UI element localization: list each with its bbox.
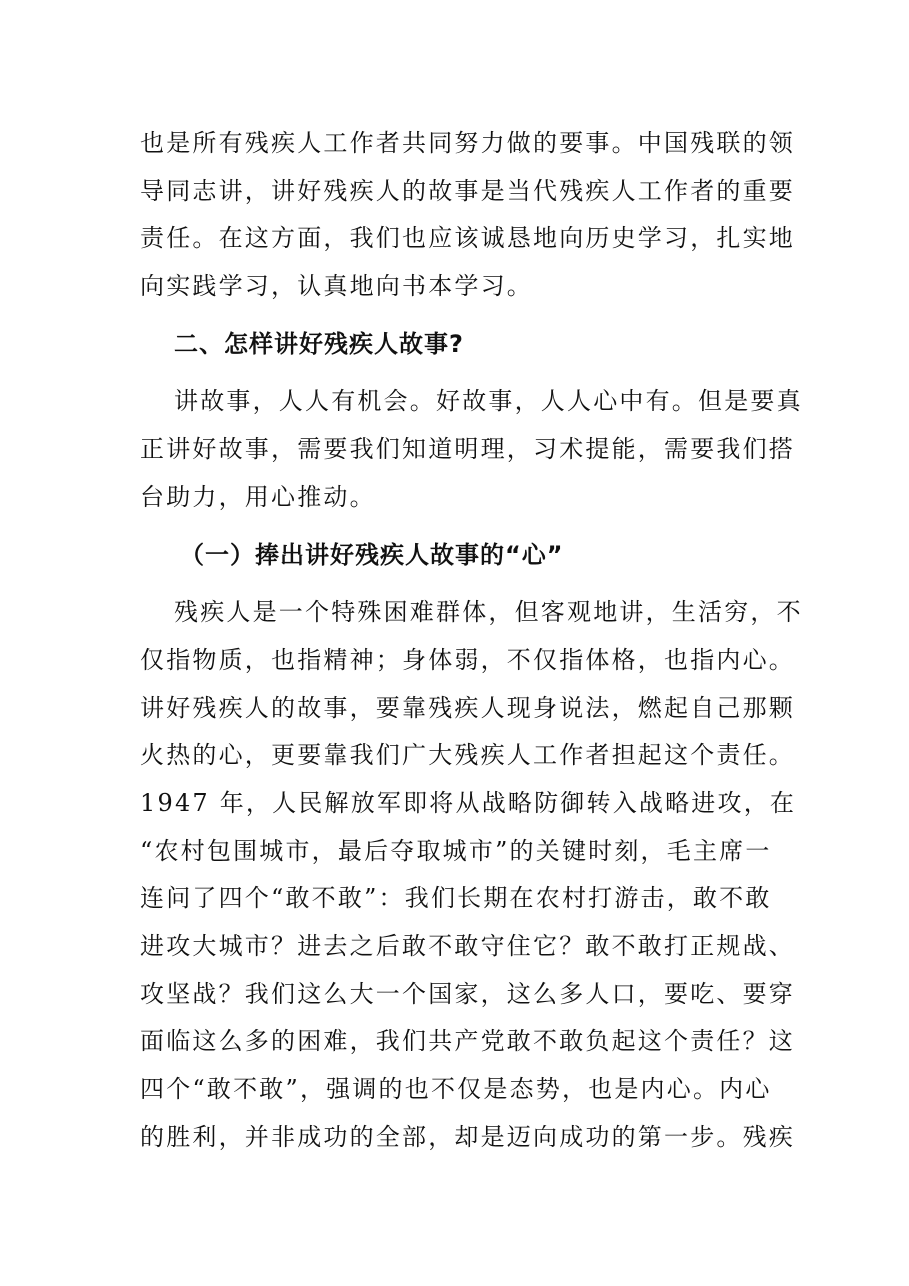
text-line: 火热的心，更要靠我们广大残疾人工作者担起这个责任。 <box>140 741 795 770</box>
text-line: 面临这么多的困难，我们共产党敢不敢负起这个责任？这 <box>140 1027 795 1056</box>
text-line: 1947 年，人民解放军即将从战略防御转入战略进攻，在 <box>140 788 797 817</box>
text-line: 也是所有残疾人工作者共同努力做的要事。中国残联的领 <box>140 129 795 157</box>
text-line: 攻坚战？我们这么大一个国家，这么多人口，要吃、要穿 <box>140 979 795 1008</box>
text-line: 四个“敢不敢”，强调的也不仅是态势，也是内心。内心 <box>140 1075 772 1104</box>
paragraph-2 <box>140 378 803 521</box>
paragraph-3 <box>140 589 803 1161</box>
subsection-heading-1: （一）捧出讲好残疾人故事的“心” <box>180 540 564 569</box>
text-line: 连问了四个“敢不敢”：我们长期在农村打游击，敢不敢 <box>140 884 772 913</box>
text-line: 残疾人是一个特殊困难群体，但客观地讲，生活穷，不 <box>174 598 803 627</box>
section-heading-2: 二、怎样讲好残疾人故事? <box>174 329 464 358</box>
text-line: 责任。在这方面，我们也应该诚恳地向历史学习，扎实地 <box>140 224 795 253</box>
text-line: 台助力，用心推动。 <box>140 482 376 511</box>
text-line: 正讲好故事，需要我们知道明理，习术提能，需要我们搭 <box>140 435 795 464</box>
text-line: 进攻大城市？进去之后敢不敢守住它？敢不敢打正规战、 <box>140 932 795 960</box>
text-line: 讲好残疾人的故事，要靠残疾人现身说法，燃起自己那颗 <box>140 693 795 722</box>
text-line: “农村包围城市，最后夺取城市”的关键时刻，毛主席一 <box>140 836 772 865</box>
text-line: 仅指物质，也指精神；身体弱，不仅指体格，也指内心。 <box>140 645 795 674</box>
text-line: 导同志讲，讲好残疾人的故事是当代残疾人工作者的重要 <box>140 176 795 205</box>
text-line: 向实践学习，认真地向书本学习。 <box>140 272 533 301</box>
text-line: 讲故事，人人有机会。好故事，人人心中有。但是要真 <box>174 387 803 416</box>
document-page <box>140 120 803 1161</box>
text-line: 的胜利，并非成功的全部，却是迈向成功的第一步。残疾 <box>140 1122 795 1151</box>
paragraph-1 <box>140 120 795 311</box>
